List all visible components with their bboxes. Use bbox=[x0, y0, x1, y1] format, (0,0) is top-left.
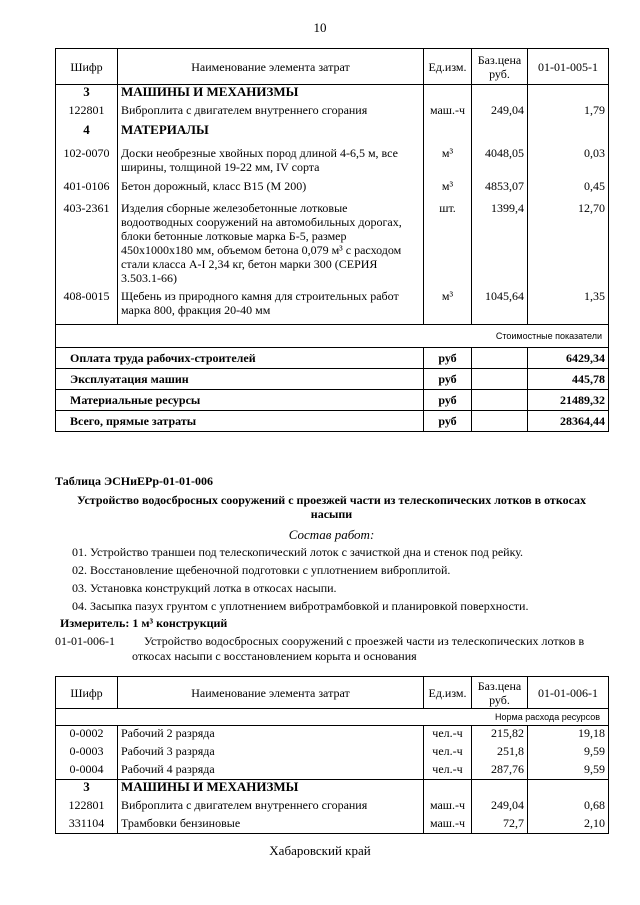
row-price: 215,82 bbox=[472, 726, 528, 744]
total-value: 445,78 bbox=[528, 369, 609, 390]
table-row bbox=[56, 289, 609, 325]
table-row bbox=[56, 798, 609, 816]
row-code: 0-0002 bbox=[56, 726, 118, 744]
col-code-header: Шифр bbox=[56, 49, 118, 85]
table-header bbox=[56, 49, 609, 85]
table-row bbox=[56, 143, 609, 175]
total-value: 6429,34 bbox=[528, 348, 609, 369]
row-value: 0,45 bbox=[528, 175, 609, 197]
table-row bbox=[56, 175, 609, 197]
row-unit: маш.-ч bbox=[424, 798, 472, 816]
col-name-header: Наименование элемента затрат bbox=[118, 677, 424, 709]
total-row bbox=[56, 390, 609, 411]
item-text bbox=[132, 634, 608, 664]
total-value: 21489,32 bbox=[528, 390, 609, 411]
row-code: 331104 bbox=[56, 816, 118, 834]
total-unit: руб bbox=[424, 390, 472, 411]
row-code: 0-0003 bbox=[56, 744, 118, 762]
row-unit: м³ bbox=[424, 143, 472, 175]
resource-table-1 bbox=[55, 48, 609, 432]
section-number: 4 bbox=[56, 123, 118, 143]
resource-table-2 bbox=[55, 676, 609, 834]
row-name: Рабочий 4 разряда bbox=[118, 762, 424, 780]
col-unit-header: Ед.изм. bbox=[424, 677, 472, 709]
row-name: Изделия сборные железобетонные лотковые водоотводных сооружений на автомобильных дорогах, блоки бетонные лотковые марка Б-5, размер 450x1000x180 мм, объемом бетона 0,079 м³ с расходом стали класса А-I 2,34 кг, бетон марки 300 (СЕРИЯ 3.503.1-66) bbox=[118, 197, 424, 289]
row-name: Бетон дорожный, класс B15 (M 200) bbox=[118, 175, 424, 197]
row-price: 1399,4 bbox=[472, 197, 528, 289]
table-row bbox=[56, 762, 609, 780]
col-code-header: Шифр bbox=[56, 677, 118, 709]
row-unit: чел.-ч bbox=[424, 726, 472, 744]
row-unit: м³ bbox=[424, 289, 472, 325]
row-code: 102-0070 bbox=[56, 143, 118, 175]
row-name: Щебень из природного камня для строительных работ марка 800, фракция 20-40 мм bbox=[118, 289, 424, 325]
row-value: 12,70 bbox=[528, 197, 609, 289]
section-heading: Устройство водосбросных сооружений с проезжей части из телескопических лотков в откосах насыпи bbox=[76, 493, 587, 521]
total-unit: руб bbox=[424, 411, 472, 432]
total-row bbox=[56, 348, 609, 369]
table-title: Таблица ЭСНиЕРр-01-01-006 bbox=[55, 474, 214, 488]
table-row bbox=[56, 744, 609, 762]
total-name: Эксплуатация машин bbox=[56, 369, 424, 390]
item-code: 01-01-006-1 bbox=[55, 634, 115, 648]
table-header bbox=[56, 677, 609, 709]
page-footer: Хабаровский край bbox=[269, 843, 371, 858]
row-price: 287,76 bbox=[472, 762, 528, 780]
row-price: 4048,05 bbox=[472, 143, 528, 175]
total-name: Материальные ресурсы bbox=[56, 390, 424, 411]
row-price: 249,04 bbox=[472, 103, 528, 123]
table-row bbox=[56, 726, 609, 744]
row-price: 249,04 bbox=[472, 798, 528, 816]
work-composition-title: Состав работ: bbox=[288, 527, 375, 542]
total-value: 28364,44 bbox=[528, 411, 609, 432]
total-row bbox=[56, 369, 609, 390]
row-unit: шт. bbox=[424, 197, 472, 289]
row-code: 122801 bbox=[56, 103, 118, 123]
section-title: МАШИНЫ И МЕХАНИЗМЫ bbox=[118, 780, 424, 798]
work-item: 04. Засыпка пазух грунтом с уплотнением вибротрамбовкой и планировкой поверхности. bbox=[72, 599, 529, 613]
col-id-header: 01-01-005-1 bbox=[528, 49, 609, 85]
row-code: 403-2361 bbox=[56, 197, 118, 289]
row-price: 1045,64 bbox=[472, 289, 528, 325]
work-item: 02. Восстановление щебеночной подготовки с уплотнением виброплитой. bbox=[72, 563, 451, 577]
row-price: 72,7 bbox=[472, 816, 528, 834]
section-number: 3 bbox=[56, 780, 118, 798]
total-name: Всего, прямые затраты bbox=[56, 411, 424, 432]
row-value: 1,35 bbox=[528, 289, 609, 325]
row-value: 2,10 bbox=[528, 816, 609, 834]
page-number: 10 bbox=[313, 20, 327, 35]
row-name: Рабочий 2 разряда bbox=[118, 726, 424, 744]
row-value: 1,79 bbox=[528, 103, 609, 123]
row-value: 0,68 bbox=[528, 798, 609, 816]
row-code: 0-0004 bbox=[56, 762, 118, 780]
col-price-header: Баз.цена руб. bbox=[472, 49, 528, 85]
row-value: 9,59 bbox=[528, 744, 609, 762]
row-value: 19,18 bbox=[528, 726, 609, 744]
col-price-header: Баз.цена руб. bbox=[472, 677, 528, 709]
col-id-header: 01-01-006-1 bbox=[528, 677, 609, 709]
row-price: 251,8 bbox=[472, 744, 528, 762]
work-item: 01. Устройство траншеи под телескопический лоток с зачисткой дна и стенок под рейку. bbox=[72, 545, 524, 559]
item-description: Устройство водосбросных сооружений с проезжей части из телескопических лотков в откосах насыпи с восстановлением корыта и основания bbox=[132, 634, 585, 663]
section-row bbox=[56, 780, 609, 798]
table-row bbox=[56, 103, 609, 123]
row-name: Рабочий 3 разряда bbox=[118, 744, 424, 762]
table-row bbox=[56, 197, 609, 289]
row-unit: маш.-ч bbox=[424, 103, 472, 123]
row-name: Доски необрезные хвойных пород длиной 4-6,5 м, все ширины, толщиной 19-22 мм, IV сорта bbox=[118, 143, 424, 175]
work-item: 03. Установка конструкций лотка в откосах насыпи. bbox=[72, 581, 337, 595]
row-unit: чел.-ч bbox=[424, 744, 472, 762]
meter-label: Измеритель: 1 м³ конструкций bbox=[60, 616, 228, 630]
total-unit: руб bbox=[424, 369, 472, 390]
row-value: 9,59 bbox=[528, 762, 609, 780]
section-row bbox=[56, 85, 609, 103]
row-code: 122801 bbox=[56, 798, 118, 816]
row-code: 408-0015 bbox=[56, 289, 118, 325]
row-name: Виброплита с двигателем внутреннего сгорания bbox=[118, 798, 424, 816]
total-name: Оплата труда рабочих-строителей bbox=[56, 348, 424, 369]
row-value: 0,03 bbox=[528, 143, 609, 175]
section-title: МАШИНЫ И МЕХАНИЗМЫ bbox=[118, 85, 424, 103]
total-unit: руб bbox=[424, 348, 472, 369]
table-row bbox=[56, 816, 609, 834]
row-unit: м³ bbox=[424, 175, 472, 197]
row-unit: чел.-ч bbox=[424, 762, 472, 780]
section-title: МАТЕРИАЛЫ bbox=[118, 123, 424, 143]
row-name: Виброплита с двигателем внутреннего сгорания bbox=[118, 103, 424, 123]
cost-indicators-label: Стоимостные показатели bbox=[56, 325, 609, 348]
section-number: 3 bbox=[56, 85, 118, 103]
row-price: 4853,07 bbox=[472, 175, 528, 197]
total-row bbox=[56, 411, 609, 432]
col-unit-header: Ед.изм. bbox=[424, 49, 472, 85]
col-name-header: Наименование элемента затрат bbox=[118, 49, 424, 85]
row-code: 401-0106 bbox=[56, 175, 118, 197]
subheader-row bbox=[56, 325, 609, 348]
row-name: Трамбовки бензиновые bbox=[118, 816, 424, 834]
section-row bbox=[56, 123, 609, 143]
norm-label: Норма расхода ресурсов bbox=[56, 709, 609, 726]
row-unit: маш.-ч bbox=[424, 816, 472, 834]
subheader-row bbox=[56, 709, 609, 726]
